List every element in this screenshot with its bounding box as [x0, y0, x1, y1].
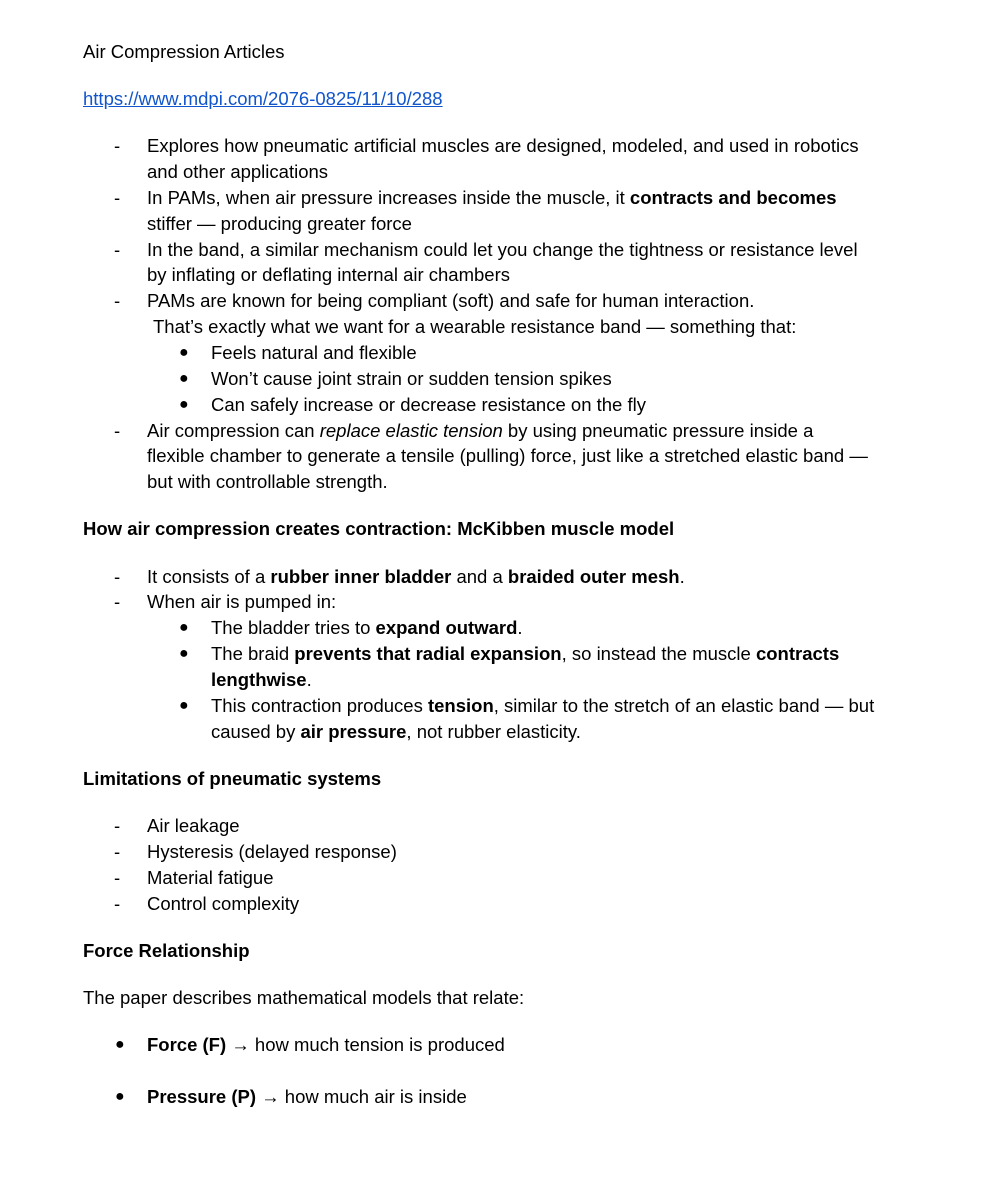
sub-list-item: This contraction produces tension, similar to the stretch of an elastic band — but — [211, 695, 875, 716]
list-item: Material fatigue — [147, 867, 274, 888]
dash-marker: - — [114, 290, 121, 311]
list-item: Air compression can replace elastic tension by using pneumatic pressure inside a — [147, 420, 814, 441]
bullet-marker: ● — [115, 1036, 125, 1053]
dash-marker: - — [114, 867, 121, 888]
dash-marker: - — [114, 239, 121, 260]
sub-list-item: Won’t cause joint strain or sudden tension spikes — [211, 368, 612, 389]
list-item-continuation: That’s exactly what we want for a wearable resistance band — something that: — [153, 316, 797, 337]
list-item: Pressure (P) → how much air is inside — [147, 1086, 467, 1107]
sub-list-item: The braid prevents that radial expansion, so instead the muscle contracts — [211, 643, 840, 664]
list-item: Air leakage — [147, 815, 240, 836]
list-item: PAMs are known for being compliant (soft) and safe for human interaction. — [147, 290, 755, 311]
list-item: In PAMs, when air pressure increases inside the muscle, it contracts and becomes — [147, 187, 837, 208]
list-item: Force (F) → how much tension is produced — [147, 1034, 505, 1055]
bullet-marker: ● — [179, 370, 189, 387]
list-item-continuation: by inflating or deflating internal air chambers — [147, 264, 510, 285]
list-item: When air is pumped in: — [147, 591, 337, 612]
section-heading: Limitations of pneumatic systems — [83, 768, 382, 789]
dash-marker: - — [114, 135, 121, 156]
sub-list-item-continuation: caused by air pressure, not rubber elasticity. — [211, 721, 581, 742]
dash-marker: - — [114, 187, 121, 208]
sub-list-item: The bladder tries to expand outward. — [211, 617, 523, 638]
dash-marker: - — [114, 566, 121, 587]
bullet-marker: ● — [179, 344, 189, 361]
article-link[interactable]: https://www.mdpi.com/2076-0825/11/10/288 — [83, 88, 443, 109]
paragraph: The paper describes mathematical models that relate: — [83, 987, 525, 1008]
list-item: Control complexity — [147, 893, 300, 914]
dash-marker: - — [114, 815, 121, 836]
dash-marker: - — [114, 893, 121, 914]
bullet-marker: ● — [115, 1088, 125, 1105]
dash-marker: - — [114, 591, 121, 612]
list-item: In the band, a similar mechanism could let you change the tightness or resistance level — [147, 239, 858, 260]
list-item: Explores how pneumatic artificial muscles are designed, modeled, and used in robotics — [147, 135, 859, 156]
dash-marker: - — [114, 841, 121, 862]
document-title: Air Compression Articles — [83, 41, 285, 62]
dash-marker: - — [114, 420, 121, 441]
list-item: Hysteresis (delayed response) — [147, 841, 397, 862]
list-item-continuation: stiffer — producing greater force — [147, 213, 412, 234]
sub-list-item: Feels natural and flexible — [211, 342, 417, 363]
sub-list-item-continuation: lengthwise. — [211, 669, 312, 690]
bullet-marker: ● — [179, 697, 189, 714]
list-item-continuation: flexible chamber to generate a tensile (pulling) force, just like a stretched elastic band — — [147, 445, 868, 466]
list-item-continuation: but with controllable strength. — [147, 471, 388, 492]
bullet-marker: ● — [179, 645, 189, 662]
bullet-marker: ● — [179, 396, 189, 413]
sub-list-item: Can safely increase or decrease resistance on the fly — [211, 394, 646, 415]
section-heading: Force Relationship — [83, 940, 250, 961]
list-item: It consists of a rubber inner bladder and a braided outer mesh. — [147, 566, 685, 587]
bullet-marker: ● — [179, 619, 189, 636]
section-heading: How air compression creates contraction: McKibben muscle model — [83, 518, 675, 539]
list-item-continuation: and other applications — [147, 161, 329, 182]
